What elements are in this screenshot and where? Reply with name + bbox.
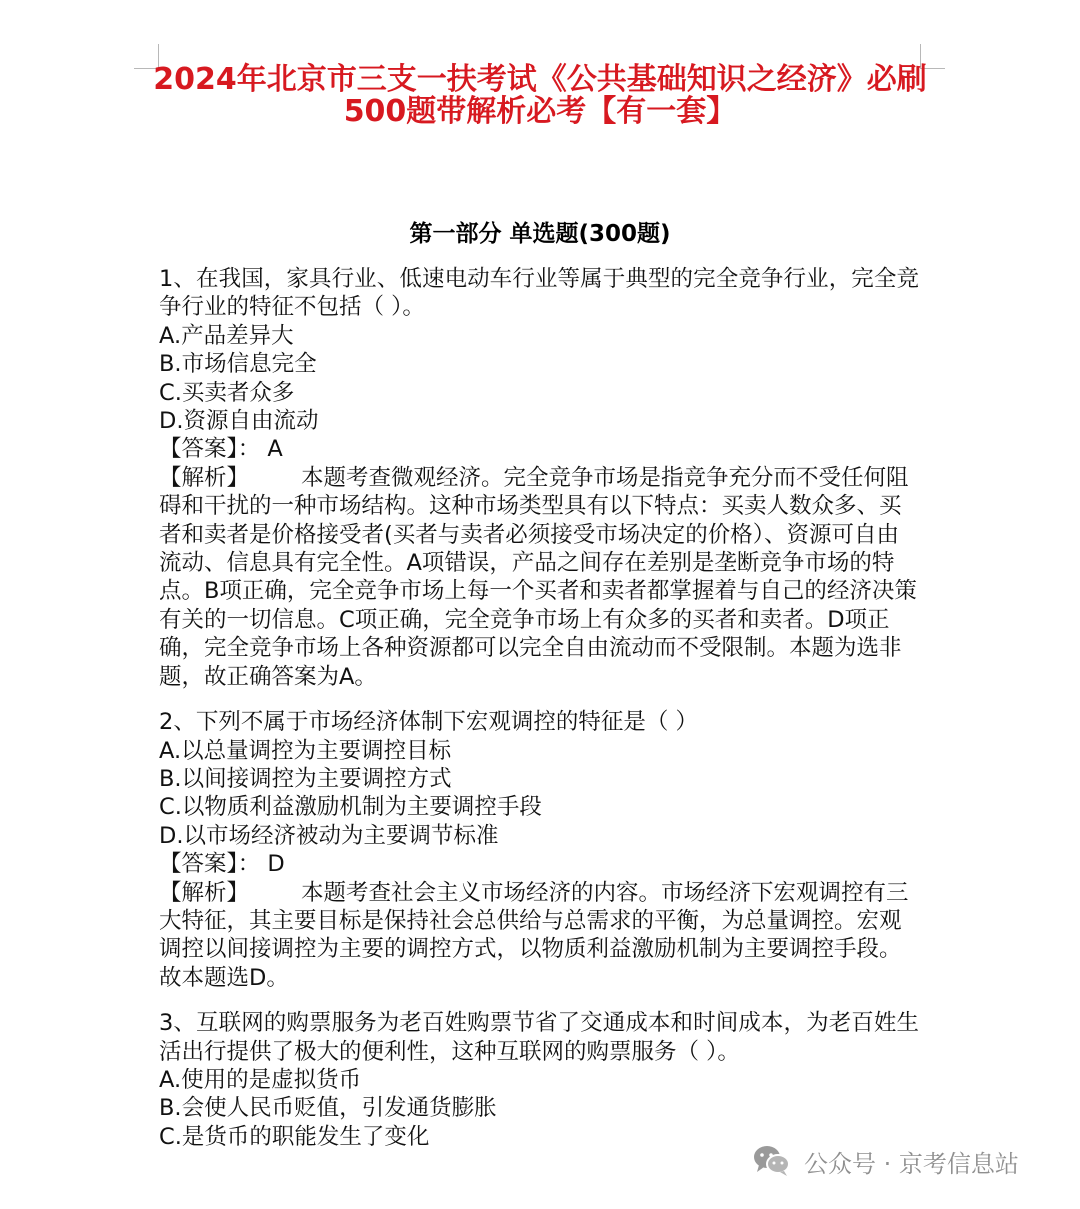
answer-line xyxy=(159,435,919,463)
analysis-paragraph xyxy=(159,879,919,993)
answer-line xyxy=(159,850,919,878)
section-heading: 第一部分 单选题(300题) xyxy=(409,221,671,247)
analysis-text: 本题考查微观经济。完全竞争市场是指竞争充分而不受任何阻碍和干扰的一种市场结构。这种市场类型具有以下特点：买卖人数众多、买者和卖者是价格接受者(买者与卖者必须接受市场决定的价格）、资源可自由流动、信息具有完全性。A项错误，产品之间存在差别是垄断竞争市场的特点。B项正确，完全竞争市场上每一个买者和卖者都掌握着与自己的经济决策有关的一切信息。C项正确，完全竞争市场上有众多的买者和卖者。D项正确，完全竞争市场上各种资源都可以完全自由流动而不受限制。本题为选非题，故正确答案为A。 xyxy=(159,464,917,690)
option-c: C.是货币的职能发生了变化 xyxy=(159,1123,430,1150)
option-d: D.资源自由流动 xyxy=(159,408,319,435)
answer-label: 【答案】： xyxy=(159,851,261,878)
answer-value: D xyxy=(267,851,285,878)
analysis-label: 【解析】 xyxy=(159,879,250,906)
analysis-label: 【解析】 xyxy=(159,464,250,491)
option-c: C.买卖者众多 xyxy=(159,379,295,406)
option-b: B.市场信息完全 xyxy=(159,351,317,378)
document-title xyxy=(150,64,930,128)
questions-list xyxy=(159,265,919,1168)
question-stem: 2、下列不属于市场经济体制下宏观调控的特征是（ ） xyxy=(159,709,698,736)
document-title-line-1: 2024年北京市三支一扶考试《公共基础知识之经济》必刷 xyxy=(153,62,927,97)
question-stem: 1、在我国，家具行业、低速电动车行业等属于典型的完全竞争行业，完全竞争行业的特征不包括（ ）。 xyxy=(159,266,919,321)
option-a: A.以总量调控为主要调控目标 xyxy=(159,737,452,764)
answer-value: A xyxy=(267,436,283,463)
analysis-paragraph xyxy=(159,464,919,691)
option-b: B.会使人民币贬值，引发通货膨胀 xyxy=(159,1095,497,1122)
analysis-text: 本题考查社会主义市场经济的内容。市场经济下宏观调控有三大特征，其主要目标是保持社会总供给与总需求的平衡，为总量调控。宏观调控以间接调控为主要的调控方式，以物质利益激励机制为主要调控手段。故本题选D。 xyxy=(159,879,909,991)
watermark xyxy=(752,1141,1019,1181)
answer-label: 【答案】： xyxy=(159,436,261,463)
option-a: A.使用的是虚拟货币 xyxy=(159,1066,362,1093)
watermark-text: 公众号 · 京考信息站 xyxy=(804,1149,1019,1178)
document-title-line-2: 500题带解析必考【有一套】 xyxy=(343,94,737,129)
question-1 xyxy=(159,265,919,691)
wechat-icon xyxy=(752,1144,792,1178)
option-b: B.以间接调控为主要调控方式 xyxy=(159,765,452,792)
option-d: D.以市场经济被动为主要调节标准 xyxy=(159,822,499,849)
question-stem: 3、互联网的购票服务为老百姓购票节省了交通成本和时间成本，为老百姓生活出行提供了极大的便利性，这种互联网的购票服务（ ）。 xyxy=(159,1010,919,1065)
option-a: A.产品差异大 xyxy=(159,322,294,349)
question-2 xyxy=(159,708,919,992)
question-3 xyxy=(159,1009,919,1151)
option-c: C.以物质利益激励机制为主要调控手段 xyxy=(159,794,542,821)
